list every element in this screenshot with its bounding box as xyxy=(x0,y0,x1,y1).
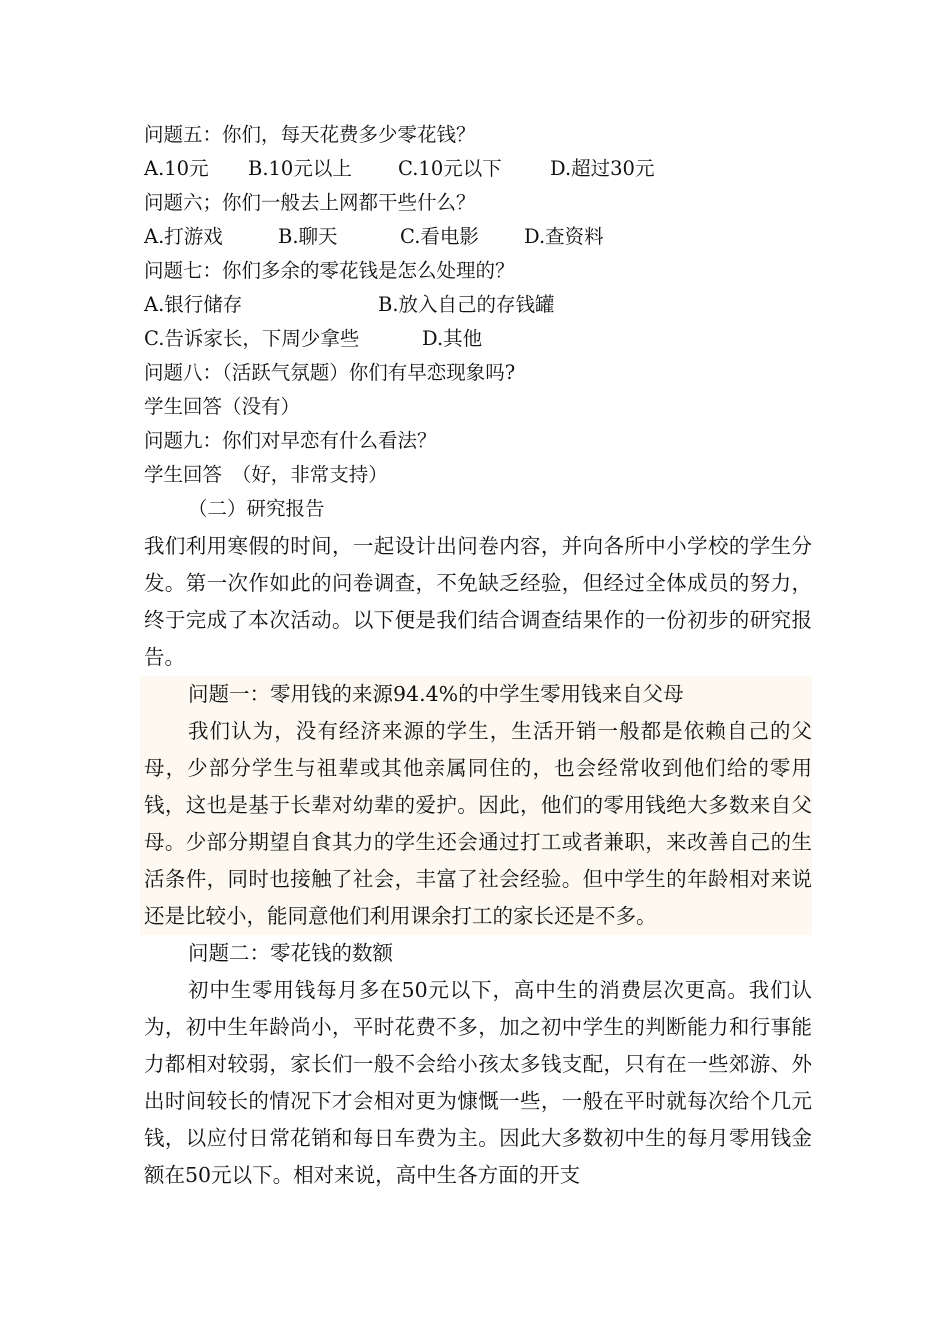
section-1-title: 问题一：零用钱的来源94.4%的中学生零用钱来自父母 xyxy=(188,682,684,706)
question-7: 问题七：你们多余的零花钱是怎么处理的？ xyxy=(144,259,515,282)
option: B.聊天 xyxy=(278,225,338,248)
document-page xyxy=(144,118,812,1194)
question-9-answer: 学生回答 （好，非常支持） xyxy=(144,463,388,486)
question-7-options-row-2 xyxy=(144,322,812,356)
section-2-body: 初中生零用钱每月多在50元以下，高中生的消费层次更高。我们认为，初中生年龄尚小，平时花费不多，加之初中学生的判断能力和行事能力都相对较弱，家长们一般不会给小孩太多钱支配，只有在一些郊游、外出时间较长的情况下才会相对更为慷慨一些，一般在平时就每次给个几元钱，以应付日常花销和每日车费为主。因此大多数初中生的每月零用钱金额在50元以下。相对来说，高中生各方面的开支 xyxy=(144,978,812,1187)
section-1-body: 我们认为，没有经济来源的学生，生活开销一般都是依赖自己的父母，少部分学生与祖辈或其他亲属同住的，也会经常收到他们给的零用钱，这也是基于长辈对幼辈的爱护。因此，他们的零用钱绝大多数来自父母。少部分期望自食其力的学生还会通过打工或者兼职，来改善自己的生活条件，同时也接触了社会，丰富了社会经验。但中学生的年龄相对来说还是比较小，能同意他们利用课余打工的家长还是不多。 xyxy=(144,719,812,928)
question-5-options xyxy=(144,152,812,186)
section-2-title: 问题二：零花钱的数额 xyxy=(188,941,393,965)
option: A.10元 xyxy=(144,157,209,180)
question-7-options-row-1 xyxy=(144,288,812,322)
option: A.银行储存 xyxy=(144,293,243,316)
question-5: 问题五：你们，每天花费多少零花钱？ xyxy=(144,123,476,146)
report-intro: 我们利用寒假的时间，一起设计出问卷内容，并向各所中小学校的学生分发。第一次作如此的问卷调查，不免缺乏经验，但经过全体成员的努力，终于完成了本次活动。以下便是我们结合调查结果作的一份初步的研究报告。 xyxy=(144,534,812,669)
question-6: 问题六；你们一般去上网都干些什么？ xyxy=(144,191,476,214)
question-9: 问题九：你们对早恋有什么看法？ xyxy=(144,429,437,452)
option: D.查资料 xyxy=(524,225,604,248)
option: D.超过30元 xyxy=(550,157,655,180)
question-6-options xyxy=(144,220,812,254)
option: A.打游戏 xyxy=(144,225,223,248)
report-heading: （二）研究报告 xyxy=(188,497,325,520)
question-8-answer: 学生回答（没有） xyxy=(144,395,301,418)
option: B.放入自己的存钱罐 xyxy=(378,293,555,316)
question-8: 问题八：（活跃气氛题）你们有早恋现象吗? xyxy=(144,361,516,384)
option: D.其他 xyxy=(422,327,483,350)
option: C.告诉家长，下周少拿些 xyxy=(144,327,360,350)
option: C.看电影 xyxy=(400,225,479,248)
section-1-block xyxy=(140,676,812,935)
option: B.10元以上 xyxy=(248,157,352,180)
option: C.10元以下 xyxy=(398,157,502,180)
